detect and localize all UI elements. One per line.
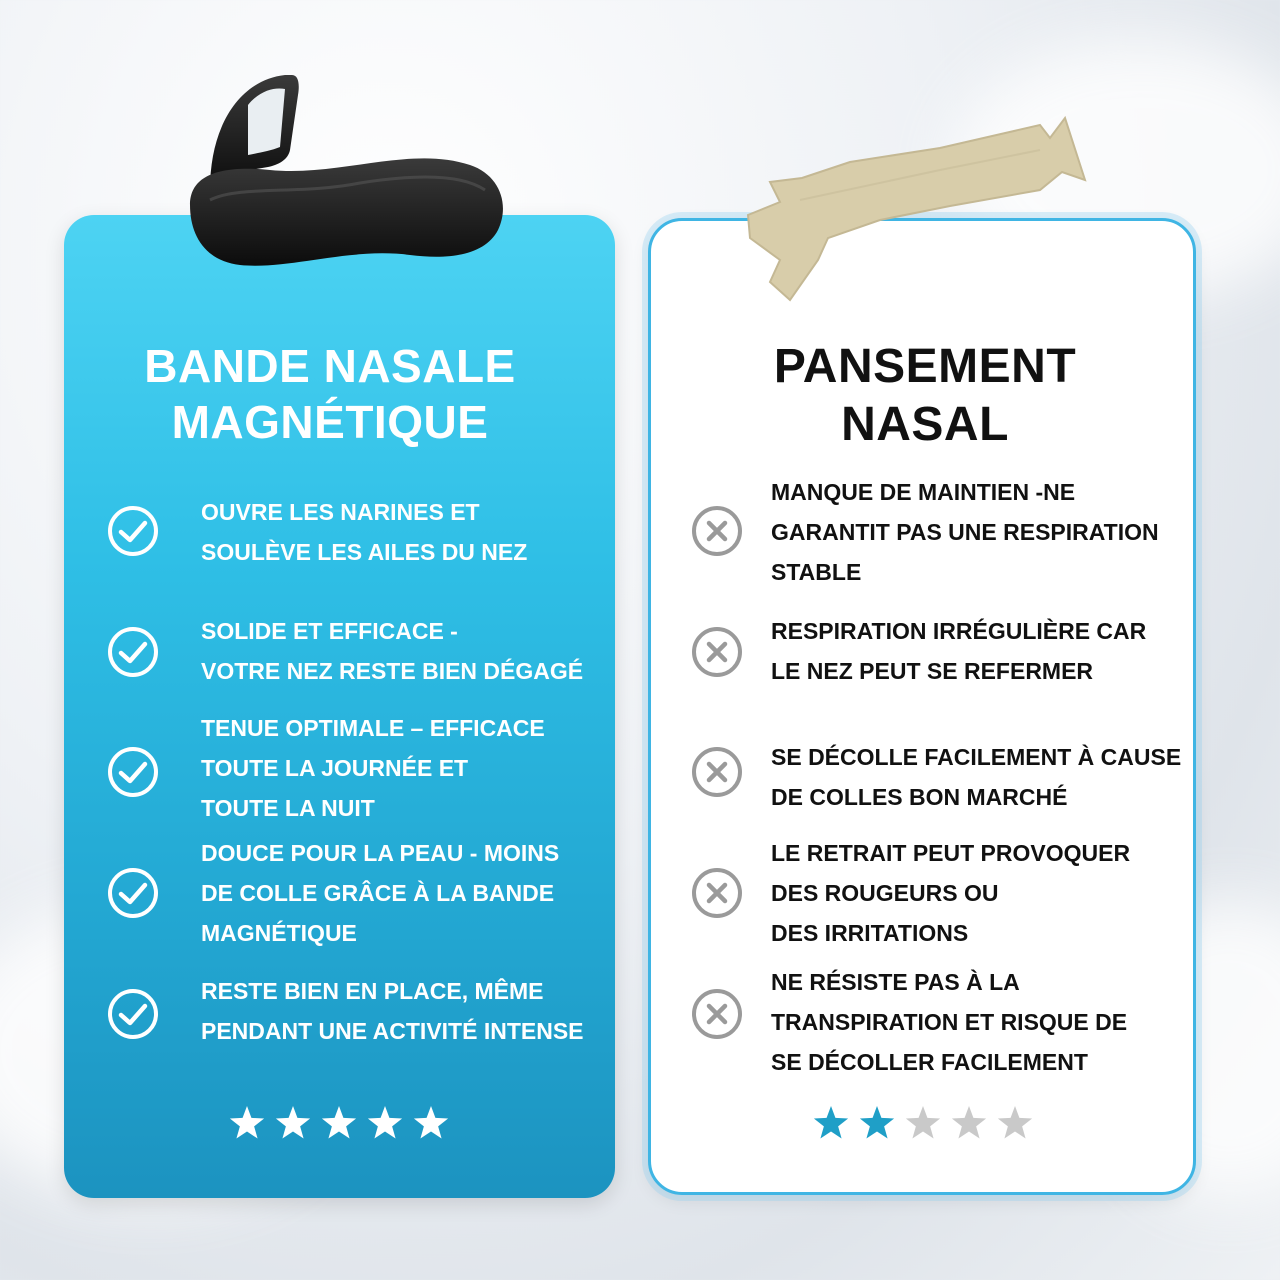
right-title-line2: NASAL — [841, 398, 1009, 451]
right-list-item: LE RETRAIT PEUT PROVOQUER DES ROUGEURS OU DES IRRITATIONS — [771, 840, 1131, 946]
star-filled-icon — [366, 1104, 404, 1142]
check-circle-icon — [106, 866, 160, 920]
nasal-plaster-image — [740, 110, 1100, 310]
star-empty-icon — [904, 1104, 942, 1142]
check-circle-icon — [106, 625, 160, 679]
left-list-item: DOUCE POUR LA PEAU - MOINS DE COLLE GRÂCE À LA BANDE MAGNÉTIQUE — [201, 840, 560, 946]
x-circle-icon — [690, 504, 744, 558]
right-title-line1: PANSEMENT — [773, 340, 1077, 393]
right-list-item: SE DÉCOLLE FACILEMENT À CAUSE DE COLLES BON MARCHÉ — [771, 744, 1182, 810]
star-empty-icon — [996, 1104, 1034, 1142]
right-star-rating — [812, 1104, 1034, 1142]
star-filled-icon — [228, 1104, 266, 1142]
star-empty-icon — [950, 1104, 988, 1142]
x-circle-icon — [690, 745, 744, 799]
check-circle-icon — [106, 745, 160, 799]
right-list-item: RESPIRATION IRRÉGULIÈRE CAR LE NEZ PEUT SE REFERMER — [771, 618, 1147, 684]
left-list-item: RESTE BIEN EN PLACE, MÊME PENDANT UNE ACTIVITÉ INTENSE — [201, 978, 584, 1044]
check-circle-icon — [106, 987, 160, 1041]
right-list-item: MANQUE DE MAINTIEN -NE GARANTIT PAS UNE RESPIRATION STABLE — [771, 479, 1159, 585]
left-list-item: SOLIDE ET EFFICACE - VOTRE NEZ RESTE BIEN DÉGAGÉ — [201, 618, 584, 684]
star-filled-icon — [858, 1104, 896, 1142]
right-card-title — [690, 338, 1160, 454]
left-list-item: OUVRE LES NARINES ET SOULÈVE LES AILES DU NEZ — [201, 499, 528, 565]
x-circle-icon — [690, 866, 744, 920]
left-title-line1: BANDE NASALE — [144, 340, 516, 392]
star-filled-icon — [274, 1104, 312, 1142]
left-title-line2: MAGNÉTIQUE — [171, 396, 489, 448]
left-list-item: TENUE OPTIMALE – EFFICACE TOUTE LA JOURNÉE ET TOUTE LA NUIT — [201, 715, 545, 821]
star-filled-icon — [812, 1104, 850, 1142]
x-circle-icon — [690, 625, 744, 679]
x-circle-icon — [690, 987, 744, 1041]
left-star-rating — [228, 1104, 450, 1142]
left-card-title — [90, 338, 570, 450]
right-list-item: NE RÉSISTE PAS À LA TRANSPIRATION ET RISQUE DE SE DÉCOLLER FACILEMENT — [771, 969, 1128, 1075]
magnetic-nasal-strip-image — [180, 65, 520, 285]
star-filled-icon — [320, 1104, 358, 1142]
star-filled-icon — [412, 1104, 450, 1142]
check-circle-icon — [106, 504, 160, 558]
